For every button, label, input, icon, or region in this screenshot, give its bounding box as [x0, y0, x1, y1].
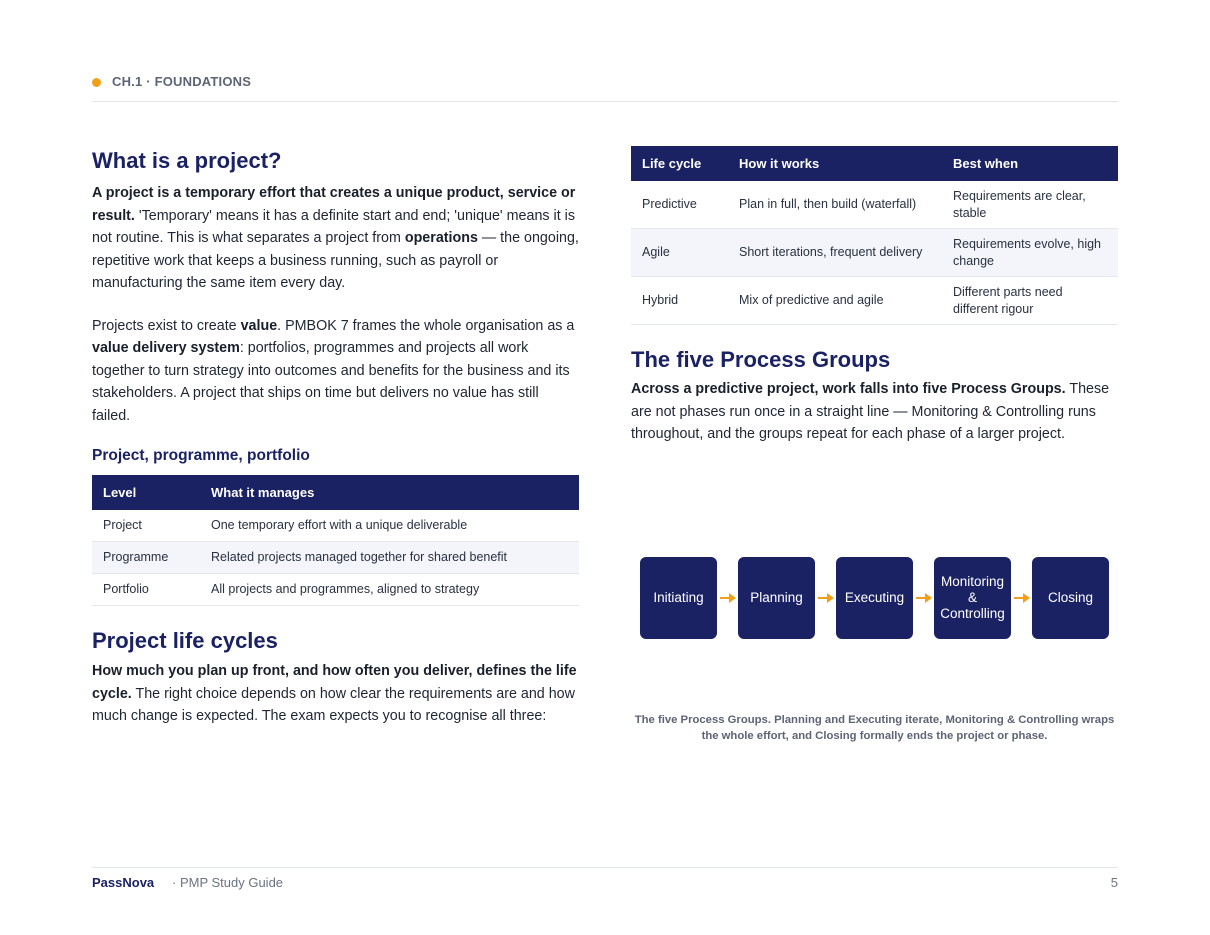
- table-row: [92, 510, 579, 542]
- text-run: The right choice depends on how clear the requirements are and how much change is expected. The exam expects you to recognise all three:: [92, 685, 575, 724]
- arrow-right-icon: [720, 592, 736, 604]
- table-cell: Different parts need different rigour: [942, 277, 1118, 325]
- table-cell: Requirements are clear, stable: [942, 181, 1118, 229]
- brand-name: PassNova: [92, 875, 155, 890]
- table-row: [92, 542, 579, 574]
- process-step-planning: Planning: [738, 557, 815, 639]
- process-step-monitoring-controlling: Monitoring & Controlling: [934, 557, 1011, 639]
- text-run: Projects exist to create: [92, 317, 241, 334]
- levels-table: [92, 475, 579, 606]
- paragraph-project-definition: [92, 182, 579, 295]
- table-cell: Project: [92, 510, 200, 542]
- lead-sentence: A project is a temporary effort that creates a unique product, service or result.: [92, 185, 576, 224]
- chapter-dot-icon: [92, 78, 101, 87]
- table-cell: Plan in full, then build (waterfall): [728, 181, 942, 229]
- chapter-label: CH.1 · FOUNDATIONS: [112, 74, 252, 89]
- process-step-executing: Executing: [836, 557, 913, 639]
- column-header: Best when: [942, 146, 1118, 181]
- table-cell: Predictive: [631, 181, 728, 229]
- table-cell: Related projects managed together for shared benefit: [200, 542, 579, 574]
- lead-sentence: Across a predictive project, work falls into five Process Groups.: [631, 381, 1066, 397]
- guide-title: · PMP Study Guide: [172, 875, 284, 890]
- arrow-right-icon: [916, 592, 932, 604]
- table-header-row: [631, 146, 1118, 181]
- section-title-life-cycles: Project life cycles: [92, 628, 278, 653]
- text-run: — the ongoing, repetitive work that keeps a business running, such as payroll or manufacturing the same item every day.: [92, 230, 579, 291]
- paragraph-process-groups: [631, 378, 1118, 446]
- table-cell: Portfolio: [92, 574, 200, 606]
- table-row: [92, 574, 579, 606]
- table-row: [631, 277, 1118, 325]
- column-header: What it manages: [200, 475, 579, 510]
- table-cell: Programme: [92, 542, 200, 574]
- table-cell: One temporary effort with a unique deliverable: [200, 510, 579, 542]
- table-cell: Agile: [631, 229, 728, 277]
- lifecycle-table: [631, 146, 1118, 325]
- paragraph-life-cycles: [92, 660, 579, 728]
- section-title-process-groups: The five Process Groups: [631, 347, 891, 372]
- text-run: . PMBOK 7 frames the whole organisation as a: [277, 317, 575, 334]
- lead-sentence: How much you plan up front, and how often you deliver, defines the life cycle.: [92, 663, 577, 702]
- subsection-title-ppp: Project, programme, portfolio: [92, 447, 310, 464]
- page-number: 5: [1110, 875, 1118, 890]
- process-step-initiating: Initiating: [640, 557, 717, 639]
- column-header: How it works: [728, 146, 942, 181]
- arrow-right-icon: [1014, 592, 1030, 604]
- text-run: : portfolios, programmes and projects all work together to turn strategy into outcomes and benefits for the business and its stakeholders. A project that ships on time but delivers no value has still failed.: [92, 340, 570, 424]
- left-column: [92, 146, 579, 748]
- table-cell: Requirements evolve, high change: [942, 229, 1118, 277]
- process-step-closing: Closing: [1032, 557, 1109, 639]
- bold-term: operations: [404, 230, 478, 246]
- table-cell: Short iterations, frequent delivery: [728, 229, 942, 277]
- column-header: Level: [92, 475, 200, 510]
- arrow-right-icon: [818, 592, 834, 604]
- bold-term: value: [240, 317, 278, 334]
- diagram-caption: The five Process Groups. Planning and Executing iterate, Monitoring & Controlling wraps the whole effort, and Closing formally ends the project or phase.: [634, 714, 1115, 742]
- paragraph-value: [92, 315, 579, 428]
- table-cell: Mix of predictive and agile: [728, 277, 942, 325]
- text-run: These are not phases run once in a straight line — Monitoring & Controlling runs throughout, and the groups repeat for each phase of a larger project.: [631, 381, 1110, 442]
- process-groups-diagram: [631, 462, 1118, 702]
- text-run: 'Temporary' means it has a definite start and end; 'unique' means it is not routine. This is what separates a project from: [92, 207, 575, 246]
- table-cell: All projects and programmes, aligned to strategy: [200, 574, 579, 606]
- table-header-row: [92, 475, 579, 510]
- table-row: [631, 229, 1118, 277]
- page-header: [92, 74, 1118, 102]
- right-column: [631, 146, 1118, 466]
- section-title-what-is-project: What is a project?: [92, 148, 282, 173]
- page-footer: [92, 867, 1118, 896]
- bold-term: value delivery system: [92, 340, 240, 356]
- table-row: [631, 181, 1118, 229]
- column-header: Life cycle: [631, 146, 728, 181]
- table-cell: Hybrid: [631, 277, 728, 325]
